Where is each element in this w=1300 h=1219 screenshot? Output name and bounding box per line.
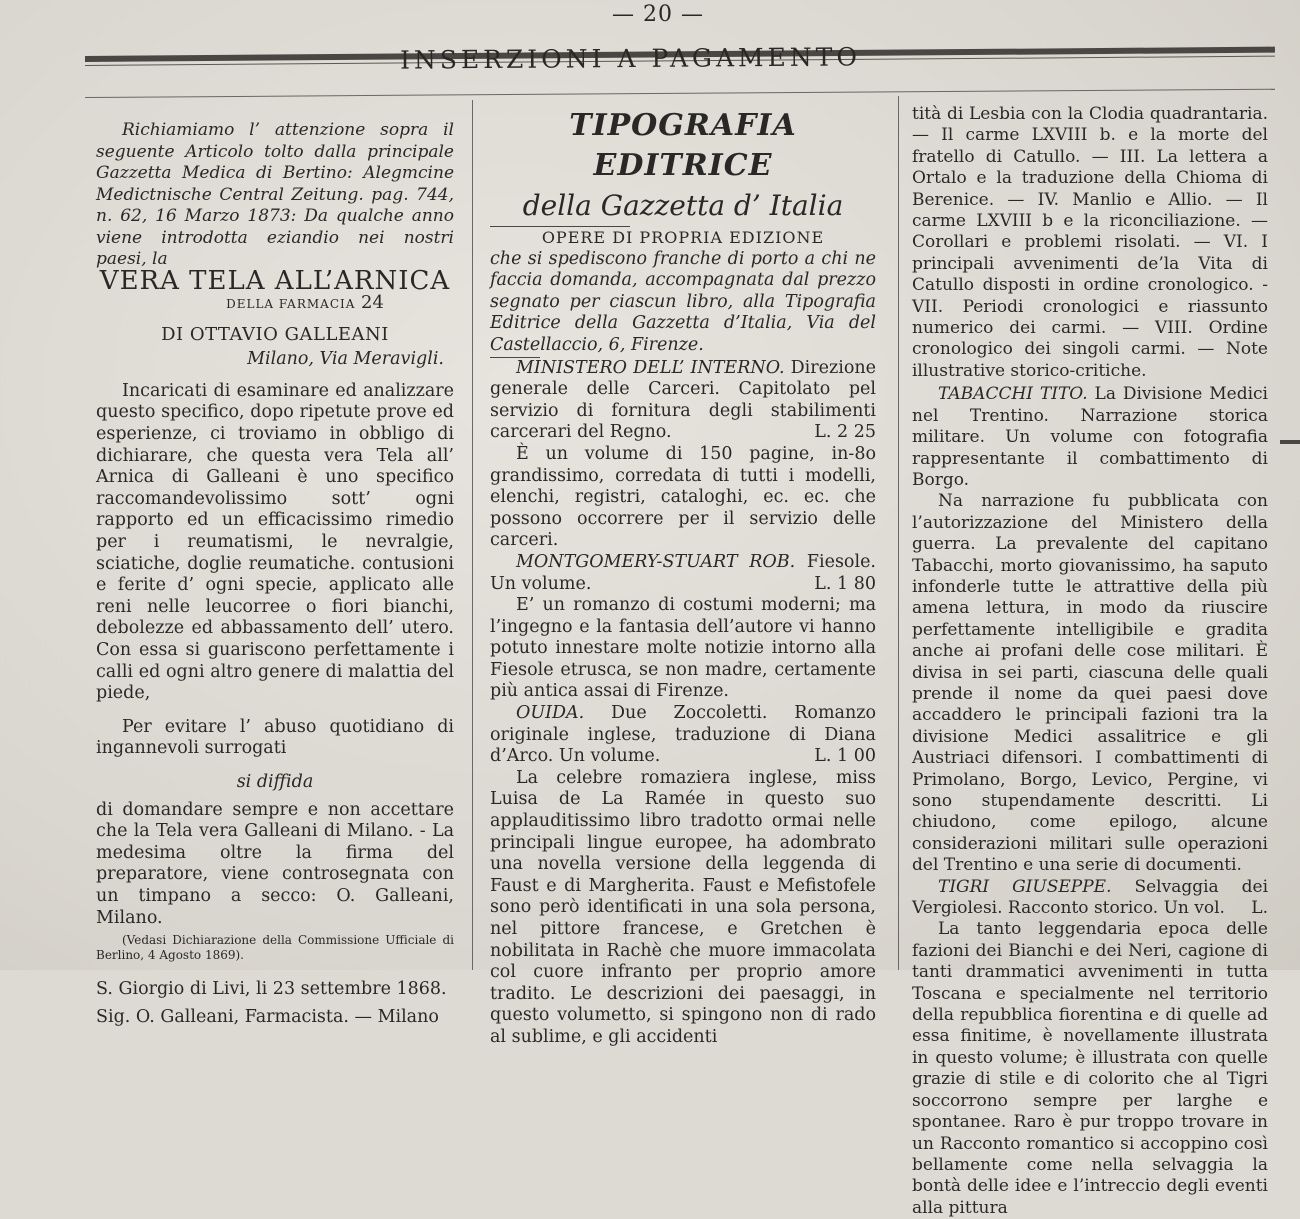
catullo-notes: tità di Lesbia con la Clodia quadrantaria. — Il carme LXVIII b. e la morte del fratello di Catullo. — III. La lettera a Ortalo e la traduzione della Chioma di Berenice. — IV. Manlio e Allio. — Il carme LXVIII b e la riconciliazione. — Corollari e problemi risolati. — VI. I principali avvenimenti de’la Vita di Catullo disposti in ordine cronologico. - VII. Periodi cronologici e riassunto numerico dei carmi. — VIII. Ordine cronologico dei singoli carmi. — Note illustrative storico-critiche. bbox=[912, 104, 1268, 381]
publisher-subtitle: della Gazzetta d’ Italia bbox=[522, 189, 844, 222]
book-desc: E’ un romanzo di costumi moderni; ma l’ingegno e la fantasia dell’autore vi hanno potuto innestare molte notizie intorno alla Fiesole etrusca, se non madre, certamente più antica assai di Firenze. bbox=[490, 595, 876, 702]
section-title: INSERZIONI A PAGAMENTO bbox=[399, 42, 861, 75]
owner-address: Milano, Via Meravigli. bbox=[247, 349, 444, 370]
book-author: MINISTERO DELL’ INTERNO. bbox=[516, 357, 785, 378]
book-price: L. bbox=[1251, 898, 1268, 919]
diffida-line: si diffida bbox=[236, 771, 314, 792]
book-text: La Divisione Medici nel Trentino. Narrazione storica militare. Un volume con fotografia rappresentante il combattimento di Borgo. bbox=[912, 384, 1268, 490]
book-text: Selvaggia dei Vergiolesi. Racconto storico. Un vol. bbox=[912, 876, 1269, 919]
header-rule-under bbox=[85, 89, 1275, 98]
arnica-note: (Vedasi Dichiarazione della Commissione Ufficiale di Berlino, 4 Agosto 1869). bbox=[96, 933, 454, 963]
signature-line: Sig. O. Galleani, Farmacista. — Milano bbox=[96, 1006, 439, 1027]
publisher-intro: che si spediscono franche di porto a chi ne faccia domanda, accompagnata dal prezzo segnato per ciascun libro, alla Tipografia Editrice della Gazzetta d’Italia, Via del Castellaccio, 6, Firenze. bbox=[490, 248, 876, 355]
arnica-body-3: di domandare sempre e non accettare che la Tela vera Galleani di Milano. - La medesima oltre la firma del preparatore, viene controsegnata con un timpano a secco: O. Galleani, Milano. bbox=[96, 799, 454, 928]
book-entry-tabacchi bbox=[912, 384, 1268, 491]
arnica-body-2: Per evitare l’ abuso quotidiano di ingannevoli surrogati bbox=[96, 716, 454, 759]
arnica-intro: Richiamiamo l’ attenzione sopra il seguente Articolo tolto dalla principale Gazzetta Medica di Bertino: Alegmcine Medictnische Central Zeitung. pag. 744, n. 62, 16 Marzo 1873: Da qualche anno viene introdotta eziandio nei nostri paesi, la bbox=[96, 120, 454, 269]
pharmacy-number: 24 bbox=[361, 292, 384, 314]
page-number: — 20 — bbox=[612, 2, 704, 27]
book-price: L. 2 25 bbox=[814, 422, 876, 443]
book-author: OUIDA. bbox=[516, 703, 585, 724]
column-divider-2 bbox=[898, 96, 899, 970]
book-price: L. 1 80 bbox=[814, 573, 876, 594]
column-arnica-ad bbox=[96, 120, 454, 1028]
column-tipografia bbox=[490, 106, 876, 1049]
book-desc: È un volume di 150 pagine, in-8o grandissimo, corredata di tutti i modelli, elenchi, registri, cataloghi, ec. ec. che possono occorrere per il servizio delle carceri. bbox=[490, 443, 876, 551]
book-entry-ouida bbox=[490, 703, 876, 768]
owner-name: DI OTTAVIO GALLEANI bbox=[161, 323, 389, 345]
book-text: Fiesole. Un volume. bbox=[490, 551, 876, 594]
book-author: TIGRI GIUSEPPE. bbox=[938, 876, 1112, 897]
book-author: TABACCHI TITO. bbox=[938, 384, 1088, 405]
book-price: L. 1 00 bbox=[814, 746, 876, 767]
book-desc: Na narrazione fu pubblicata con l’autorizzazione del Ministero della guerra. La prevalente del capitano Tabacchi, morto giovanissimo, ha saputo infonderle tutte le attrattive della più amena lettura, in modo da riuscire perfettamente intelligibile e gradita anche ai profani delle cose militari. È divisa in sei parti, ciascuna delle quali prende il nome da quei paesi dove accaddero le principali fazioni tra la divisione Medici assalitrice e gli Austriaci difensori. I combattimenti di Primolano, Borgo, Levico, Pergine, vi sono stupendamente descritti. Li chiudono, come epilogo, alcune considerazioni militari sulle operazioni del Trentino e una serie di documenti. bbox=[912, 491, 1268, 876]
pharmacy-label: DELLA FARMACIA bbox=[226, 297, 356, 312]
book-entry-montgomery bbox=[490, 552, 876, 595]
book-entry-tigri bbox=[912, 877, 1268, 920]
book-entry-ministero bbox=[490, 358, 876, 444]
product-title: VERA TELA ALL’ARNICA bbox=[99, 265, 451, 296]
column-divider-1 bbox=[472, 100, 473, 970]
book-author: MONTGOMERY-STUART ROB. bbox=[516, 551, 796, 572]
dateline: S. Giorgio di Livi, li 23 settembre 1868. bbox=[96, 979, 447, 1000]
column-catalog bbox=[912, 104, 1268, 1219]
edge-rule bbox=[1280, 440, 1300, 444]
book-text: Due Zoccoletti. Romanzo originale inglese, traduzione di Diana d’Arco. Un volume. bbox=[490, 703, 876, 767]
book-desc: La celebre romaziera inglese, miss Luisa de La Ramée in questo suo applauditissimo libro tradotto ormai nelle principali lingue europee, ha adombrato una novella versione della leggenda di Faust e di Margherita. Faust e Mefistofele sono però identificati in una sola persona, nel pittore francese, e Gretchen è nobilitata in Rachè che muore immacolata col cuore infranto per proprio amore tradito. Le descrizioni dei paesaggi, in questo volumetto, si spingono non di rado al sublime, e gli accidenti bbox=[490, 767, 876, 1047]
book-desc: La tanto leggendaria epoca delle fazioni dei Bianchi e dei Neri, cagione di tanti drammatici avvenimenti in tutta Toscana e specialmente nel territorio della repubblica fiorentina e di quelle ad essa finitime, è novellamente illustrata in questo volume; è illustrata con quelle grazie di stile e di colorito che al Tigri soccorrono sempre per larghe e spontanee. Raro è pur troppo trovare in un Racconto romantico si accoppino così bellamente come nella selvaggia la bontà delle idee e l’intreccio degli eventi alla pittura bbox=[912, 919, 1268, 1218]
publisher-title: TIPOGRAFIA EDITRICE bbox=[569, 108, 797, 183]
pharmacy-line bbox=[156, 292, 454, 316]
arnica-body-1: Incaricati di esaminare ed analizzare questo specifico, dopo ripetute prove ed esperienze, ci troviamo in obbligo di dichiarare, che questa vera Tela all’ Arnica di Galleani è uno specifico raccomandevolissimo sott’ ogni rapporto ed un efficacissimo rimedio per i reumatismi, le nevralgie, sciatiche, doglie reumatiche. contusioni e ferite d’ ogni specie, applicato alle reni nelle leucorree o fiori bianchi, debolezze ed abbassamento dell’ utero. Con essa si guariscono perfettamente i calli ed ogni altro genere di malattia del piede, bbox=[96, 380, 454, 704]
editions-heading: OPERE DI PROPRIA EDIZIONE bbox=[541, 228, 825, 247]
book-text: Direzione generale delle Carceri. Capitolato pel servizio di fornitura degli stabilimenti carcerari del Regno. bbox=[490, 357, 876, 443]
